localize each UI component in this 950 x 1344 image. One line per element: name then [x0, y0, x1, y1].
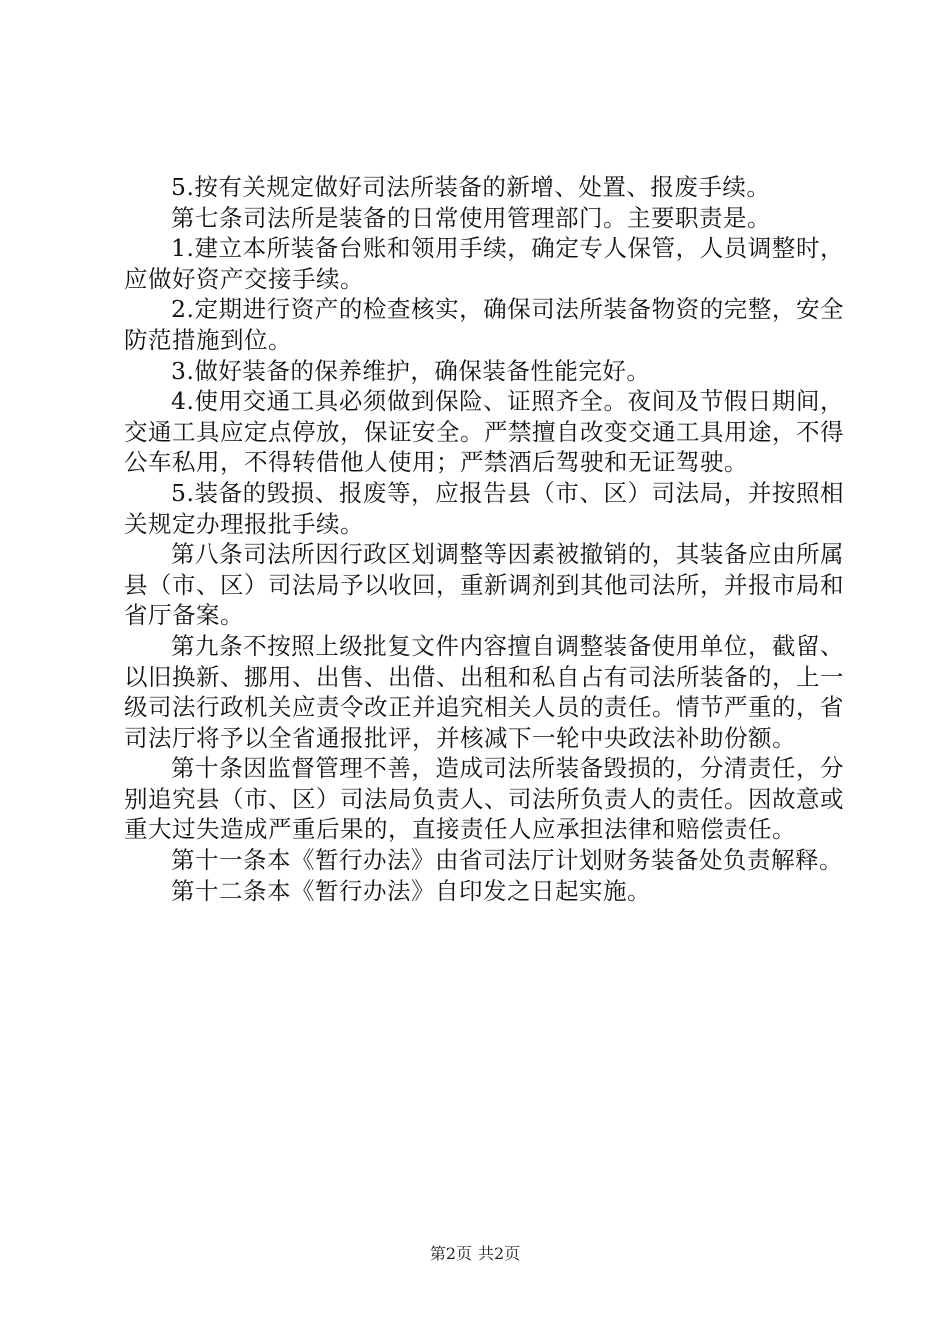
paragraph-article-8: 第八条司法所因行政区划调整等因素被撤销的，其装备应由所属县（市、区）司法局予以收回，重新调剂到其他司法所，并报市局和省厅备案。 [124, 540, 844, 630]
paragraph-article-7-item-4: 4.使用交通工具必须做到保险、证照齐全。夜间及节假日期间，交通工具应定点停放，保证安全。严禁擅自改变交通工具用途，不得公车私用，不得转借他人使用；严禁酒后驾驶和无证驾驶。 [124, 387, 844, 477]
page-footer [0, 1244, 950, 1264]
page-number: 第2页 [429, 1244, 472, 1263]
paragraph-article-7: 第七条司法所是装备的日常使用管理部门。主要职责是。 [171, 203, 771, 232]
paragraph-article-11: 第十一条本《暂行办法》由省司法厅计划财务装备处负责解释。 [171, 846, 843, 875]
paragraph-article-7-item-2: 2.定期进行资产的检查核实，确保司法所装备物资的完整，安全防范措施到位。 [124, 295, 844, 354]
paragraph-article-12: 第十二条本《暂行办法》自印发之日起实施。 [171, 876, 651, 905]
paragraph-article-7-item-3: 3.做好装备的保养维护，确保装备性能完好。 [171, 356, 651, 385]
paragraph-article-7-item-5: 5.装备的毁损、报废等，应报告县（市、区）司法局，并按照相关规定办理报批手续。 [124, 478, 844, 538]
document-body [124, 172, 844, 906]
paragraph-article-10: 第十条因监督管理不善，造成司法所装备毁损的，分清责任，分别追究县（市、区）司法局负责人、司法所负责人的责任。因故意或重大过失造成严重后果的，直接责任人应承担法律和赔偿责任。 [124, 754, 844, 844]
paragraph-article-7-item-1: 1.建立本所装备台账和领用手续，确定专人保管，人员调整时，应做好资产交接手续。 [124, 234, 844, 293]
paragraph-article-9: 第九条不按照上级批复文件内容擅自调整装备使用单位，截留、以旧换新、挪用、出售、出借、出租和私自占有司法所装备的，上一级司法行政机关应责令改正并追究相关人员的责任。情节严重的，省司法厅将予以全省通报批评，并核减下一轮中央政法补助份额。 [124, 631, 844, 752]
page-total: 共2页 [478, 1244, 521, 1263]
paragraph-item-5-procedures: 5.按有关规定做好司法所装备的新增、处置、报废手续。 [171, 173, 771, 201]
